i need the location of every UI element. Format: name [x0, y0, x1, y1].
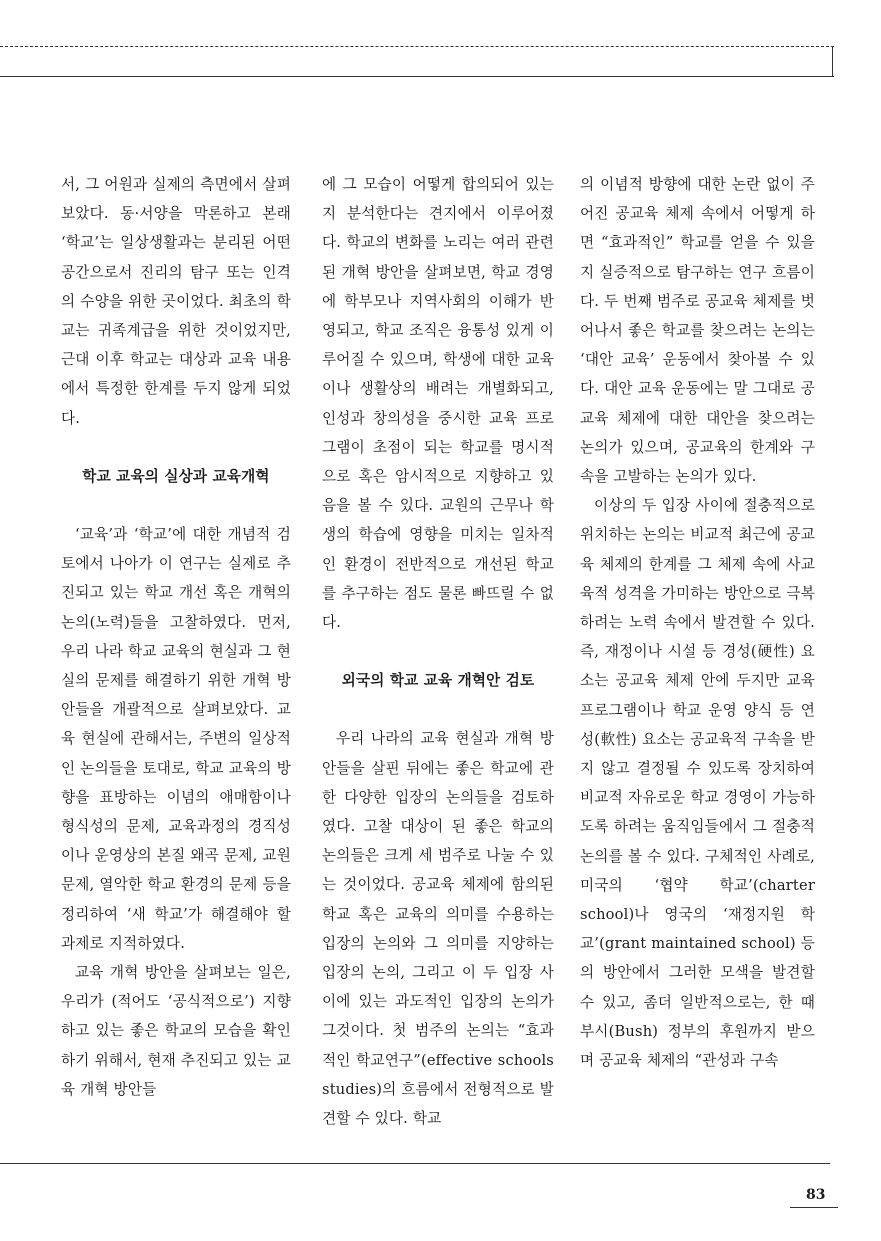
paragraph: ‘교육’과 ‘학교’에 대한 개념적 검토에서 나아가 이 연구는 실제로 추진되고 있는 학교 개선 혹은 개혁의 논의(노력)들을 고찰하였다. 먼저, 우리 나라 학교 교육의 현실과 그 현실의 문제를 해결하기 위한 개혁 방안들을 개괄적으로 살펴보았다. 교육 현실에 관해서는, 주변의 일상적인 논의들을 토대로, 학교 교육의 방향을 표방하는 이념의 애매함이나 형식성의 문제, 교육과정의 경직성이나 운영상의 본질 왜곡 문제, 교원 문제, 열악한 학교 환경의 문제 등을 정리하여 ‘새 학교’가 해결해야 할 과제로 지적하였다.	[61, 526, 291, 952]
paragraph: 서, 그 어원과 실제의 측면에서 살펴 보았다. 동·서양을 막론하고 본래 ‘학교’는 일상생활과는 분리된 어떤 공간으로서 진리의 탐구 또는 인격의 수양을 위한 곳이었다. 최초의 학교는 귀족계급을 위한 것이었지만, 근대 이후 학교는 대상과 교육 내용에서 특정한 한계를 두지 않게 되었다.	[61, 176, 291, 427]
text-column-3	[580, 170, 815, 1075]
section-heading-foreign-reform: 외국의 학교 교육 개혁안 검토	[341, 672, 535, 690]
paragraph: 우리 나라의 교육 현실과 개혁 방안들을 살핀 뒤에는 좋은 학교에 관한 다양한 입장의 논의들을 검토하였다. 고찰 대상이 된 좋은 학교의 논의들은 크게 세 범주로 나눌 수 있는 것이었다. 공교육 체제에 함의된 학교 혹은 교육의 의미를 수용하는 입장의 논의와 그 의미를 지양하는 입장의 논의, 그리고 이 두 입장 사이에 있는 과도적인 입장의 논의가 그것이다. 첫 범주의 논의는 “효과적인 학교연구”(effective schools studies)의 흐름에서 전형적으로 발견할 수 있다. 학교	[322, 730, 554, 1128]
section-heading-school-reality: 학교 교육의 실상과 교육개혁	[82, 467, 270, 485]
page-number: 83	[806, 1187, 826, 1203]
text-column-2	[322, 170, 554, 1133]
text-column-1	[61, 170, 291, 1104]
footer-rule	[0, 1163, 830, 1164]
header-bracket	[832, 46, 833, 77]
paragraph: 의 이념적 방향에 대한 논란 없이 주어진 공교육 체제 속에서 어떻게 하면 “효과적인” 학교를 얻을 수 있을지 실증적으로 탐구하는 연구 흐름이다. 두 번째 범주로 공교육 체제를 벗어나서 좋은 학교를 찾으려는 논의는 ‘대안 교육’ 운동에서 찾아볼 수 있다. 대안 교육 운동에는 말 그대로 공교육 체제에 대한 대안을 찾으려는 논의가 있으며, 공교육의 한계와 구속을 고발하는 논의가 있다.	[580, 176, 815, 486]
header-rule-bottom	[0, 76, 834, 77]
header-rule-top	[0, 46, 834, 47]
page-number-underline	[790, 1207, 838, 1208]
paragraph: 에 그 모습이 어떻게 합의되어 있는지 분석한다는 견지에서 이루어졌다. 학교의 변화를 노리는 여러 관련된 개혁 방안을 살펴보면, 학교 경영에 학부모나 지역사회의 이해가 반영되고, 학교 조직은 융통성 있게 이루어질 수 있으며, 학생에 대한 교육이나 생활상의 배려는 개별화되고, 인성과 창의성을 중시한 교육 프로그램이 초점이 되는 학교를 명시적으로 혹은 암시적으로 지향하고 있음을 볼 수 있다. 교원의 근무나 학생의 학습에 영향을 미치는 일차적인 환경이 전반적으로 개선된 학교를 추구하는 점도 물론 빠뜨릴 수 없다.	[322, 176, 554, 632]
paragraph: 교육 개혁 방안을 살펴보는 일은, 우리가 (적어도 ‘공식적으로’) 지향하고 있는 좋은 학교의 모습을 확인하기 위해서, 현재 추진되고 있는 교육 개혁 방안들	[61, 964, 291, 1098]
paragraph: 이상의 두 입장 사이에 절충적으로 위치하는 논의는 비교적 최근에 공교육 체제의 한계를 그 체제 속에 사교육적 성격을 가미하는 방안으로 극복하려는 노력 속에서 발견할 수 있다. 즉, 재정이나 시설 등 경성(硬性) 요소는 공교육 체제 안에 두지만 교육 프로그램이나 학교 운영 양식 등 연성(軟性) 요소는 공교육적 구속을 받지 않고 결정될 수 있도록 장치하여 비교적 자유로운 학교 경영이 가능하도록 하려는 움직임들에서 그 절충적 논의를 볼 수 있다. 구체적인 사례로, 미국의 ‘협약 학교’(charter school)나 영국의 ‘재정지원 학교’(grant maintained school) 등의 방안에서 그러한 모색을 발견할 수 있고, 좀더 일반적으로는, 한 때 부시(Bush) 정부의 후원까지 받으며 공교육 체제의 “관성과 구속	[580, 497, 815, 1070]
